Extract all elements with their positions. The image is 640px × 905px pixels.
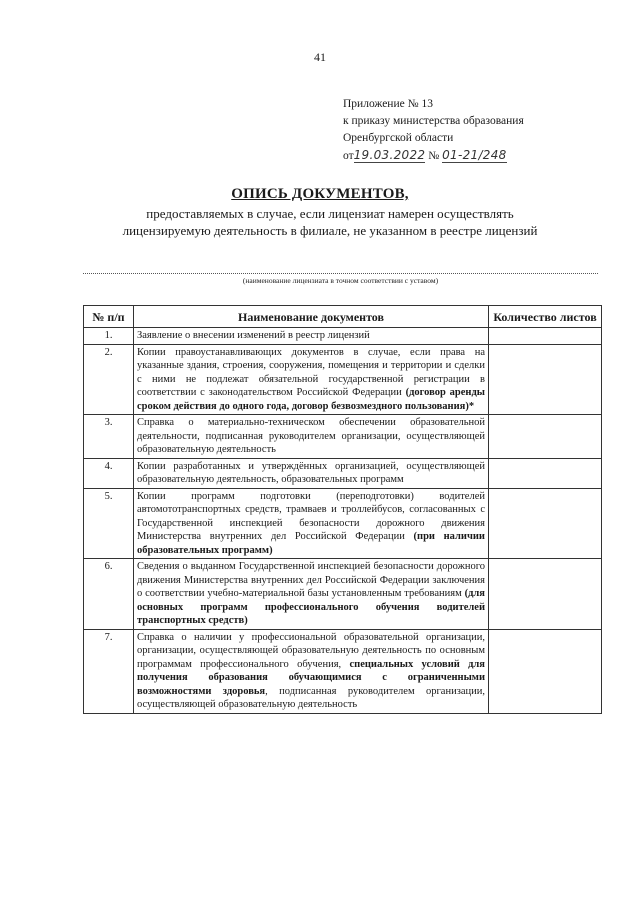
row-name [134, 488, 489, 559]
table-row [84, 415, 602, 459]
row-count [489, 629, 602, 713]
annex-line-1: Приложение № 13 [343, 98, 433, 110]
subtitle-line-2: лицензируемую деятельность в филиале, не указанном в реестре лицензий [122, 223, 538, 238]
annex-date-prefix: от [343, 150, 354, 162]
annex-line-3: Оренбургской области [343, 132, 454, 144]
row-name [134, 328, 489, 345]
annex-number-sign: № [428, 150, 440, 162]
table-header-row [84, 306, 602, 328]
page-number: 41 [314, 50, 326, 64]
table-row [84, 559, 602, 630]
annex-line-2: к приказу министерства образования [343, 115, 524, 127]
table-row [84, 629, 602, 713]
row-text: Копии программ подготовки (переподготовки) водителей автомототранспортных средств, трамваев и троллейбусов, согласованных с Государственной инспекцией безопасности дорожного движения Министерства внутренних дел Российской Федерации [137, 490, 485, 542]
row-num: 5. [84, 488, 134, 559]
row-name [134, 415, 489, 459]
document-title: ОПИСЬ ДОКУМЕНТОВ, [231, 186, 409, 202]
row-text: Справка о материально-техническом обеспечении образовательной деятельности, подписанная руководителем организации, осуществляющей образовательную деятельность [137, 417, 485, 455]
documents-table [83, 305, 602, 714]
header-count: Количество листов [489, 306, 602, 328]
row-num: 4. [84, 458, 134, 488]
row-num: 6. [84, 559, 134, 630]
licensee-caption: (наименование лицензиата в точном соответствии с уставом) [242, 276, 439, 285]
row-text: Справка о наличии у профессиональной образовательной организации, организации, осуществляющей образовательную деятельность по основным программам профессионального обучения, [137, 631, 485, 670]
table-row [84, 488, 602, 559]
row-num: 3. [84, 415, 134, 459]
row-bold: (при наличии образовательных программ) [137, 531, 485, 556]
row-name [134, 458, 489, 488]
row-count [489, 415, 602, 459]
row-count [489, 458, 602, 488]
licensee-name-line [83, 273, 598, 274]
row-name [134, 344, 489, 415]
table-row [84, 458, 602, 488]
row-text: Сведения о выданном Государственной инспекцией безопасности дорожного движения Министерства внутренних дел Российской Федерации заключения о соответствии учебно-материальной базы установленным требованиям [137, 561, 485, 599]
row-bold: (договор аренды сроком действия до одного года, договор безвозмездного пользования) [137, 387, 485, 412]
subtitle-line-1: предоставляемых в случае, если лицензиат намерен осуществлять [146, 206, 514, 221]
row-num: 2. [84, 344, 134, 415]
row-count [489, 328, 602, 345]
row-bold: (для основных программ профессионального обучения водителей транспортных средств) [137, 588, 485, 626]
header-name: Наименование документов [134, 306, 489, 328]
row-count [489, 488, 602, 559]
annex-header [343, 96, 524, 165]
row-name [134, 559, 489, 630]
row-bold: специальных условий для получения образования обучающимися с ограниченными возможностями здоровья [137, 658, 485, 697]
row-text: Копии разработанных и утверждённых организацией, осуществляющей образовательную деятельность, образовательных программ [137, 460, 485, 485]
annex-date-handwritten: 19.03.2022 [353, 148, 426, 162]
row-num: 1. [84, 328, 134, 345]
document-subtitle [90, 205, 570, 239]
table-row [84, 344, 602, 415]
row-text: Копии правоустанавливающих документов в случае, если права на указанные здания, строения, сооружения, помещения и территории и сделки с ними не подлежат обязательной государственной регистрации в соответствии с законодательством Российской Федерации [137, 346, 485, 398]
table-row [84, 328, 602, 345]
header-num: № п/п [84, 306, 134, 328]
annex-number-handwritten: 01-21/248 [442, 148, 507, 162]
row-tail: * [468, 400, 475, 412]
annex-date-line [343, 147, 524, 165]
row-num: 7. [84, 629, 134, 713]
row-text: Заявление о внесении изменений в реестр лицензий [137, 330, 370, 341]
row-tail: , подписанная руководителем организации, осуществляющей образовательную деятельность [137, 685, 485, 710]
row-name [134, 629, 489, 713]
row-count [489, 344, 602, 415]
row-count [489, 559, 602, 630]
